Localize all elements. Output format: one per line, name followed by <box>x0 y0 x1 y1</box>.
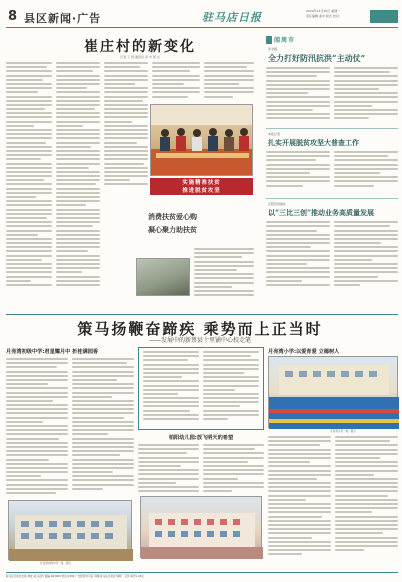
center-boxed-article <box>138 347 264 430</box>
side-item1-author: 李书娟 <box>268 47 278 51</box>
left-photo-caption: 月亮湾初级中学一角。图片 <box>40 562 72 565</box>
page-footer: 驻马店日报社出版 地址:驻马店市 邮编:463000 电话:0396 广告经营许可证 印刷:驻马店日报社印刷厂 定价:每份1.00元 <box>6 572 398 580</box>
side-item2-body <box>266 151 398 195</box>
newspaper-logo: 驻马店日报 <box>202 11 262 24</box>
right-school-photo <box>268 356 398 428</box>
top-right-photo-caption: 月亮湾小学一角。图片 <box>330 430 356 433</box>
page-header <box>6 6 398 28</box>
side-item1-title: 全力打好防汛抗洪“主动仗” <box>268 53 366 64</box>
issue-date: 2020年11月30日 星期一 <box>306 9 341 13</box>
left-column-body <box>6 358 134 508</box>
header-color-block <box>370 10 398 23</box>
left-column-heading: 月亮湾初级中学:君星耀月中 折桂满园香 <box>6 349 99 355</box>
side-item1-body <box>266 67 398 125</box>
side-item2-author: 本报记者 <box>268 132 281 137</box>
feature-subheadline: ——发展中的新蔡县十里铺中心校走笔 <box>148 337 251 344</box>
banner-line2: 推进脱贫攻坚 <box>182 187 221 194</box>
right-column-heading: 月亮湾小学:以爱育爱 立德树人 <box>268 349 340 355</box>
center-column-body <box>138 444 264 500</box>
school-building-icon <box>9 501 133 561</box>
main-article-byline: 记者 丁 琦 通讯员 李 中 周 文 <box>120 55 160 59</box>
photo-figures-icon <box>151 105 253 176</box>
side-divider <box>266 128 398 129</box>
main-article-body-col3 <box>104 62 148 202</box>
poverty-alleviation-banner <box>150 178 253 195</box>
main-article-body-col1 <box>6 62 52 312</box>
slogan-line1: 消费扶贫爱心购 <box>148 212 197 221</box>
slogan-line2: 凝心聚力助扶贫 <box>148 225 197 234</box>
center-kindergarten-photo <box>140 496 262 558</box>
slogan-body-text <box>194 248 254 298</box>
right-column-body <box>268 436 398 568</box>
main-article-body-col2 <box>56 62 100 312</box>
banner-line1: 实施精准扶贫 <box>182 179 221 186</box>
left-lower-column <box>6 348 134 508</box>
page-number: 8 <box>8 9 18 24</box>
feature-headline: 策马扬鞭奋蹄疾 乘势而上正当时 <box>77 320 323 338</box>
side-item2-title: 扎实开展脱贫攻坚大普查工作 <box>268 138 359 148</box>
section-divider <box>6 314 398 315</box>
section-marker-icon <box>266 36 272 44</box>
section-title: 县区新闻·广告 <box>24 12 102 25</box>
main-article-body-col5 <box>204 62 254 102</box>
side-item3-author: 正阳县供销社 <box>268 202 287 207</box>
feature-photo <box>150 104 253 176</box>
slogan-photo <box>136 258 190 296</box>
issue-editors: 责任编辑 美术 版式 校对 <box>306 13 339 18</box>
main-article-body-col4 <box>152 62 200 102</box>
main-article-title: 崔庄村的新变化 <box>84 39 196 55</box>
left-school-photo <box>8 500 132 560</box>
side-section-header <box>266 34 398 45</box>
side-section-label: 闻周市 <box>274 37 296 44</box>
side-item3-title: 以“三比三创”推动业务高质量发展 <box>268 208 375 218</box>
side-divider <box>266 198 398 199</box>
center-lower-column <box>138 434 264 500</box>
center-box-body <box>143 351 259 427</box>
center-column-heading: 柏阳幼儿园:放飞明天的希望 <box>168 435 234 441</box>
kindergarten-building-icon <box>141 497 263 559</box>
right-column <box>266 34 398 295</box>
issue-info <box>306 9 366 18</box>
school-playground-icon <box>269 357 399 429</box>
side-item3-body <box>266 221 398 295</box>
